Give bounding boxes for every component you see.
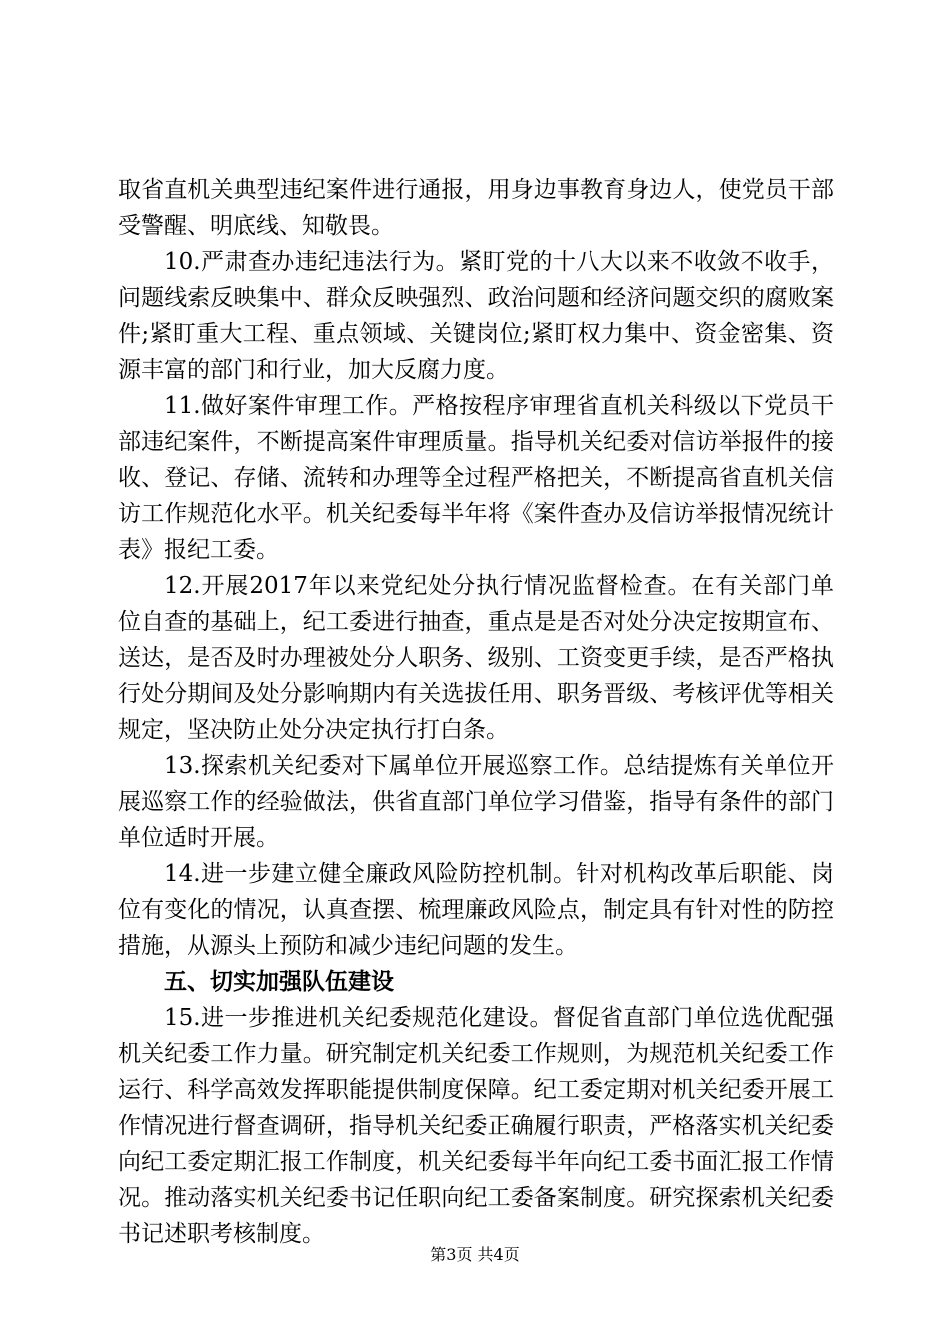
paragraph-continuation: 取省直机关典型违纪案件进行通报，用身边事教育身边人，使党员干部受警醒、明底线、知敬畏。 [118,177,834,239]
paragraph-item-12: 12.开展2017年以来党纪处分执行情况监督检查。在有关部门单位自查的基础上，纪工委进行抽查，重点是是否对处分决定按期宣布、送达，是否及时办理被处分人职务、级别、工资变更手续，是否严格执行处分期间及处分影响期内有关选拔任用、职务晋级、考核评优等相关规定，坚决防止处分决定执行打白条。 [118,573,834,743]
page-footer [0,1244,950,1266]
page-number-label: 第3页 共4页 [430,1245,520,1264]
paragraph-item-14: 14.进一步建立健全廉政风险防控机制。针对机构改革后职能、岗位有变化的情况，认真查摆、梳理廉政风险点，制定具有针对性的防控措施，从源头上预防和减少违纪问题的发生。 [118,861,834,959]
section-heading: 五、切实加强队伍建设 [164,969,394,995]
paragraph-item-10: 10.严肃查办违纪违法行为。紧盯党的十八大以来不收敛不收手，问题线索反映集中、群众反映强烈、政治问题和经济问题交织的腐败案件;紧盯重大工程、重点领域、关键岗位;紧盯权力集中、资金密集、资源丰富的部门和行业，加大反腐力度。 [118,249,834,383]
paragraph-item-15: 15.进一步推进机关纪委规范化建设。督促省直部门单位选优配强机关纪委工作力量。研究制定机关纪委工作规则，为规范机关纪委工作运行、科学高效发挥职能提供制度保障。纪工委定期对机关纪委开展工作情况进行督查调研，指导机关纪委正确履行职责，严格落实机关纪委向纪工委定期汇报工作制度，机关纪委每半年向纪工委书面汇报工作情况。推动落实机关纪委书记任职向纪工委备案制度。研究探索机关纪委书记述职考核制度。 [118,1005,834,1247]
document-body [118,172,834,1252]
paragraph-item-11: 11.做好案件审理工作。严格按程序审理省直机关科级以下党员干部违纪案件，不断提高案件审理质量。指导机关纪委对信访举报件的接收、登记、存储、流转和办理等全过程严格把关，不断提高省直机关信访工作规范化水平。机关纪委每半年将《案件查办及信访举报情况统计表》报纪工委。 [118,393,834,563]
paragraph-item-13: 13.探索机关纪委对下属单位开展巡察工作。总结提炼有关单位开展巡察工作的经验做法，供省直部门单位学习借鉴，指导有条件的部门单位适时开展。 [118,753,834,851]
